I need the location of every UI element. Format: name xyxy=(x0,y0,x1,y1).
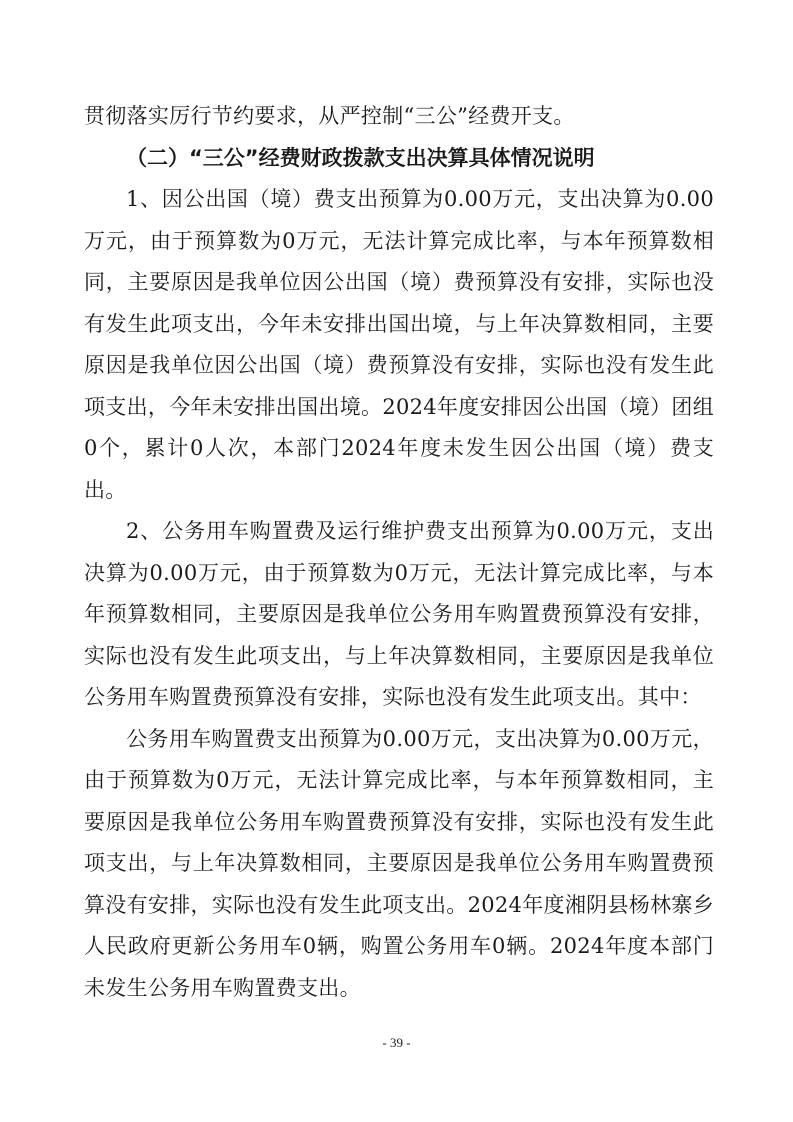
section-heading: （二）“三公”经费财政拨款支出决算具体情况说明 xyxy=(126,145,595,170)
paragraph-overseas-expenses: 1、因公出国（境）费支出预算为0.00万元，支出决算为0.00万元，由于预算数为0万元，无法计算完成比率，与本年预算数相同，主要原因是我单位因公出国（境）费预算没有安排，实际也没有发生此项支出，今年未安排出国出境，与上年决算数相同，主要原因是我单位因公出国（境）费预算没有安排，实际也没有发生此项支出，今年未安排出国出境。2024年度安排因公出国（境）团组0个，累计0人次，本部门2024年度未发生因公出国（境）费支出。 xyxy=(84,187,714,502)
paragraph-continuation: 贯彻落实厉行节约要求，从严控制“三公”经费开支。 xyxy=(84,104,575,128)
paragraph-vehicle-purchase: 公务用车购置费支出预算为0.00万元，支出决算为0.00万元，由于预算数为0万元，无法计算完成比率，与本年预算数相同，主要原因是我单位公务用车购置费预算没有安排，实际也没有发生此项支出，与上年决算数相同，主要原因是我单位公务用车购置费预算没有安排，实际也没有发生此项支出。2024年度湘阴县杨林寨乡人民政府更新公务用车0辆，购置公务用车0辆。2024年度本部门未发生公务用车购置费支出。 xyxy=(84,726,714,1000)
paragraph-vehicle-expenses: 2、公务用车购置费及运行维护费支出预算为0.00万元，支出决算为0.00万元，由于预算数为0万元，无法计算完成比率，与本年预算数相同，主要原因是我单位公务用车购置费预算没有安排，实际也没有发生此项支出，与上年决算数相同，主要原因是我单位公务用车购置费预算没有安排，实际也没有发生此项支出。其中： xyxy=(84,519,714,709)
page-number: - 39 - xyxy=(382,1035,411,1050)
document-body xyxy=(84,96,714,1009)
